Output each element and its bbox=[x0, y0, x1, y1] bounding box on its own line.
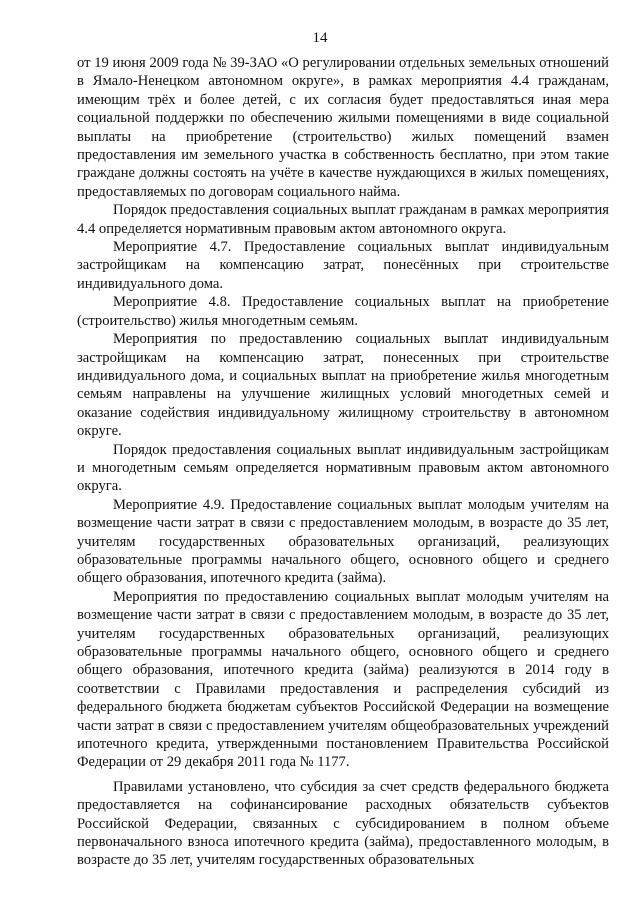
paragraph-1: от 19 июня 2009 года № 39-ЗАО «О регулировании отдельных земельных отношений в Ямало-Ненецком автономном округе», в рамках мероприятия 4.4 гражданам, имеющим трёх и более детей, с их согласия будет предоставляться иная мера социальной поддержки по обеспечению жилыми помещениями в виде социальной выплаты на приобретение (строительство) жилых помещений взамен предоставления им земельного участка в собственность бесплатно, при этом такие граждане должны состоять на учёте в качестве нуждающихся в жилых помещениях, предоставляемых по договорам социального найма. bbox=[77, 55, 609, 200]
paragraph-6: Порядок предоставления социальных выплат индивидуальным застройщикам и многодетным семьям определяется нормативным правовым актом автономного округа. bbox=[77, 441, 609, 495]
paragraph-9: Правилами установлено, что субсидия за счет средств федерального бюджета предоставляется на софинансирование расходных обязательств субъектов Российской Федерации, связанных с субсидированием в полном объеме первоначального взноса ипотечного кредита (займа), предоставленного молодым, в возрасте до 35 лет, учителям государственных образовательных bbox=[77, 778, 609, 869]
paragraph-5: Мероприятия по предоставлению социальных выплат индивидуальным застройщикам на компенсацию затрат, понесенных при строительстве индивидуального дома, и социальных выплат на приобретение жилья многодетным семьям направлены на улучшение жилищных условий многодетных семей и оказание содействия индивидуальному жилищному строительству в автономном округе. bbox=[77, 331, 609, 440]
paragraph-3: Мероприятие 4.7. Предоставление социальных выплат индивидуальным застройщикам на компенсацию затрат, понесённых при строительстве индивидуального дома. bbox=[77, 239, 609, 292]
paragraph-2: Порядок предоставления социальных выплат гражданам в рамках мероприятия 4.4 определяется нормативным правовым актом автономного округа. bbox=[77, 202, 609, 237]
paragraph-4: Мероприятие 4.8. Предоставление социальных выплат на приобретение (строительство) жилья многодетным семьям. bbox=[77, 294, 609, 329]
document-body bbox=[77, 54, 609, 870]
paragraph-7: Мероприятие 4.9. Предоставление социальных выплат молодым учителям на возмещение части затрат в связи с предоставлением молодым, в возрасте до 35 лет, учителям государственных образовательных организаций, реализующих образовательные программы начального общего, основного общего и среднего общего образования, ипотечного кредита (займа). bbox=[77, 496, 609, 587]
paragraph-8: Мероприятия по предоставлению социальных выплат молодым учителям на возмещение части затрат в связи с предоставлением молодым, в возрасте до 35 лет, учителям государственных образовательных организаций, реализующих образовательные программы начального общего, основного общего и среднего общего образования, ипотечного кредита (займа) реализуются в 2014 году в соответствии с Правилами предоставления и распределения субсидий из федерального бюджета бюджетам субъектов Российской Федерации на возмещение части затрат в связи с предоставлением учителям общеобразовательных учреждений ипотечного кредита, утвержденными постановлением Правительства Российской Федерации от 29 декабря 2011 года № 1177. bbox=[77, 588, 609, 771]
page-number: 14 bbox=[312, 30, 328, 46]
